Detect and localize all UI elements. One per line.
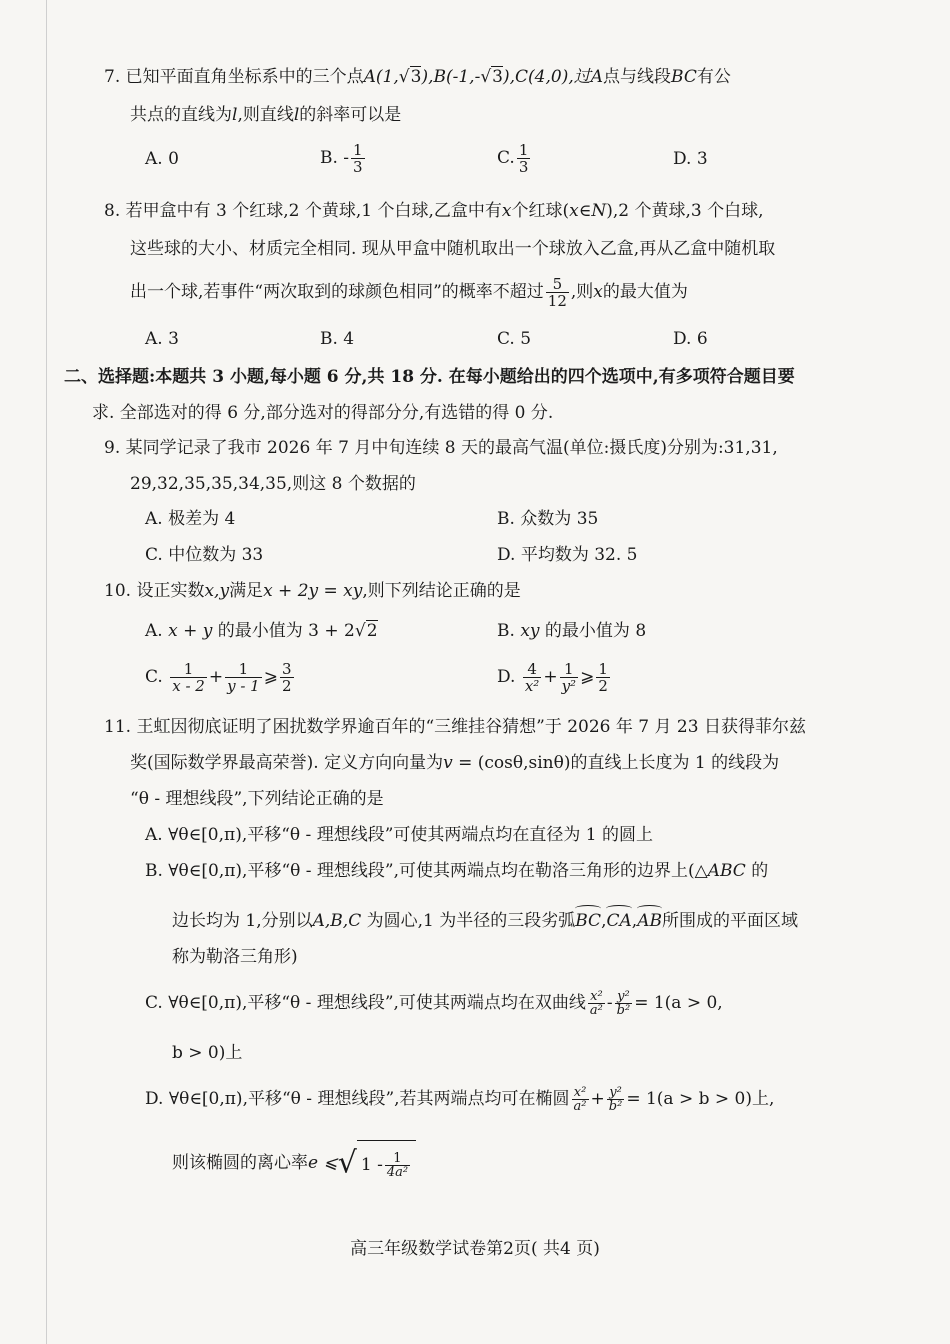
q8-line2: 这些球的大小、材质完全相同. 现从甲盒中随机取出一个球放入乙盒,再从乙盒中随机取 <box>130 239 776 259</box>
q10-line1: 10. 设正实数x,y满足x + 2y = xy,则下列结论正确的是 <box>104 581 521 601</box>
q10-option-d: D. $\frac{4}{\text{x²}}$ + $\frac{1}{\text{y²}}$ ⩾ $\frac{1}{2}$ <box>497 660 608 695</box>
q11-option-b-line3: 称为勒洛三角形) <box>172 947 298 967</box>
q10-option-c: C. $\frac{1}{x - 2}$ + $\frac{1}{y - 1}$ ⩾ $\frac{3}{2}$ <box>145 660 292 695</box>
q11-option-d-line1: D. ∀θ∈[0,π),平移“θ - 理想线段”,若其两端点均可在椭圆 $\frac{\text{x²}}{\text{a²}}$ + $\frac{\text{y²}}{\text{b²}}$ = 1(a > b > 0)上, <box>145 1085 775 1114</box>
q11-line3: “θ - 理想线段”,下列结论正确的是 <box>130 789 384 809</box>
q7-option-b: B. - $\frac{1}{3}$ <box>320 141 363 176</box>
q8-option-d: D. 6 <box>673 329 708 349</box>
section2-heading-line1: 二、选择题:本题共 3 小题,每小题 6 分,共 18 分. 在每小题给出的四个选项中,有多项符合题目要 <box>64 367 795 387</box>
q8-line1: 8. 若甲盒中有 3 个红球,2 个黄球,1 个白球,乙盒中有x个红球(x∈N),2 个黄球,3 个白球, <box>104 201 764 221</box>
q11-option-c-line2: b > 0)上 <box>172 1043 243 1063</box>
q10-number: 10. <box>104 581 132 601</box>
q11-number: 11. <box>104 717 132 737</box>
page-footer: 高三年级数学试卷第2页( 共4 页) <box>350 1239 600 1259</box>
q11-option-c-line1: C. ∀θ∈[0,π),平移“θ - 理想线段”,可使其两端点均在双曲线 $\frac{\text{x²}}{\text{a²}}$ - $\frac{\text{y²}}{\text{b²}}$ = 1(a > 0, <box>145 989 723 1018</box>
q9-option-c: C. 中位数为 33 <box>145 545 264 565</box>
q7-line1: 7. 已知平面直角坐标系中的三个点A(1,√3),B(-1,-√3),C(4,0),过A点与线段BC有公 <box>104 67 731 87</box>
q8-line3: 出一个球,若事件“两次取到的球颜色相同”的概率不超过 $\frac{5}{12}$ ,则x的最大值为 <box>130 275 688 310</box>
q9-line1: 9. 某同学记录了我市 2026 年 7 月中旬连续 8 天的最高气温(单位:摄氏度)分别为:31,31, <box>104 438 778 458</box>
q11-option-b-line1: B. ∀θ∈[0,π),平移“θ - 理想线段”,可使其两端点均在勒洛三角形的边界上(△ABC 的 <box>145 861 769 881</box>
q7-number: 7. <box>104 67 121 87</box>
q7-line2: 共点的直线为l,则直线l的斜率可以是 <box>130 105 402 125</box>
q8-number: 8. <box>104 201 121 221</box>
q8-option-b: B. 4 <box>320 329 355 349</box>
q9-option-a: A. 极差为 4 <box>145 509 236 529</box>
q10-option-b: B. xy 的最小值为 8 <box>497 621 647 641</box>
q9-option-d: D. 平均数为 32. 5 <box>497 545 638 565</box>
q7-option-c: C. $\frac{1}{3}$ <box>497 141 529 176</box>
q8-option-a: A. 3 <box>145 329 179 349</box>
q9-line2: 29,32,35,35,34,35,则这 8 个数据的 <box>130 474 416 494</box>
q9-number: 9. <box>104 438 121 458</box>
q8-option-c: C. 5 <box>497 329 532 349</box>
q10-option-a: A. x + y 的最小值为 3 + 2√2 <box>145 621 378 641</box>
q7-option-d: D. 3 <box>673 149 708 169</box>
q11-option-a: A. ∀θ∈[0,π),平移“θ - 理想线段”可使其两端点均在直径为 1 的圆上 <box>145 825 654 845</box>
section2-heading-line2: 求. 全部选对的得 6 分,部分选对的得部分分,有选错的得 0 分. <box>92 403 554 423</box>
q7-option-a: A. 0 <box>145 149 179 169</box>
q9-option-b: B. 众数为 35 <box>497 509 599 529</box>
q11-option-d-line2: 则该椭圆的离心率e ⩽√ 1 - $\frac{1}{\text{4a²}}$ <box>172 1140 416 1187</box>
q11-line1: 11. 王虹因彻底证明了困扰数学界逾百年的“三维挂谷猜想”于 2026 年 7 月 23 日获得菲尔兹 <box>104 717 806 737</box>
q11-line2: 奖(国际数学界最高荣誉). 定义方向向量为v = (cosθ,sinθ)的直线上长度为 1 的线段为 <box>130 753 780 773</box>
page-margin-line <box>46 0 47 1344</box>
q11-option-b-line2: 边长均为 1,分别以A,B,C 为圆心,1 为半径的三段劣弧BC,CA,AB所围成的平面区域 <box>172 911 798 931</box>
